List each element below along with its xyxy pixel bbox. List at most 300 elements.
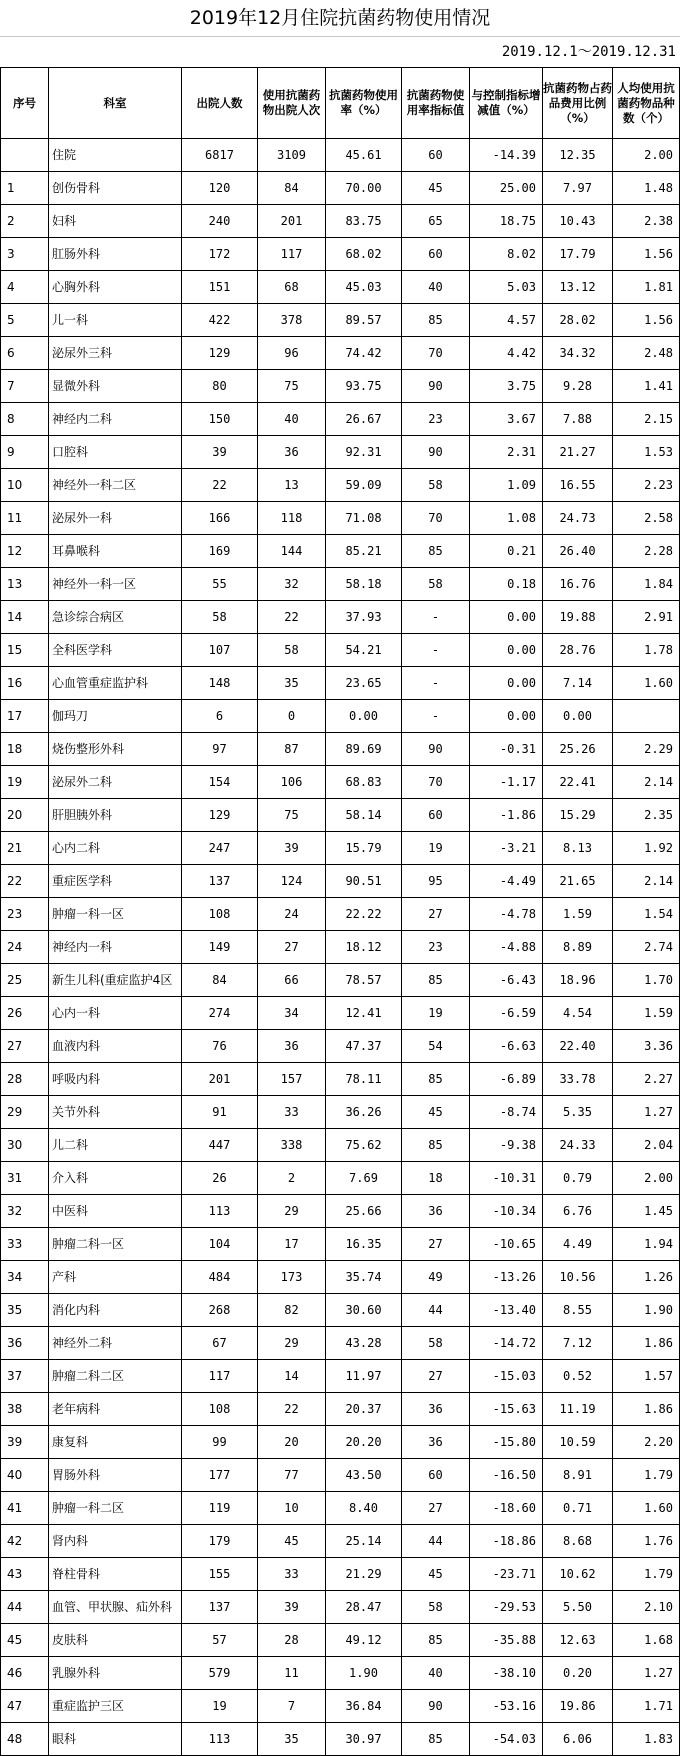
cell-department: 脊柱骨科: [49, 1558, 182, 1591]
cell-antibiotic-patients: 378: [258, 304, 326, 337]
cell-usage-rate: 36.84: [326, 1690, 402, 1723]
cell-usage-rate: 74.42: [326, 337, 402, 370]
cell-difference: -13.26: [470, 1261, 543, 1294]
cell-seq: 28: [1, 1063, 49, 1096]
cell-seq: 24: [1, 931, 49, 964]
cell-seq: 36: [1, 1327, 49, 1360]
cell-difference: -15.03: [470, 1360, 543, 1393]
cell-avg-varieties: 1.81: [613, 271, 680, 304]
cell-seq: 31: [1, 1162, 49, 1195]
cell-usage-rate: 49.12: [326, 1624, 402, 1657]
cell-department: 神经内二科: [49, 403, 182, 436]
cell-cost-ratio: 0.52: [543, 1360, 613, 1393]
cell-department: 神经内一科: [49, 931, 182, 964]
cell-seq: 34: [1, 1261, 49, 1294]
table-row: [1, 1657, 680, 1690]
header-difference: 与控制指标增减值（%）: [470, 68, 543, 139]
table-row: [1, 964, 680, 997]
cell-usage-rate: 83.75: [326, 205, 402, 238]
cell-cost-ratio: 16.55: [543, 469, 613, 502]
cell-usage-target: 58: [402, 568, 470, 601]
cell-seq: 23: [1, 898, 49, 931]
cell-usage-rate: 58.14: [326, 799, 402, 832]
cell-usage-target: 60: [402, 1459, 470, 1492]
cell-discharged: 57: [182, 1624, 258, 1657]
cell-discharged: 155: [182, 1558, 258, 1591]
cell-discharged: 149: [182, 931, 258, 964]
table-row: [1, 1294, 680, 1327]
cell-difference: 0.00: [470, 667, 543, 700]
cell-avg-varieties: 1.76: [613, 1525, 680, 1558]
cell-seq: 17: [1, 700, 49, 733]
cell-usage-target: 44: [402, 1525, 470, 1558]
cell-usage-target: 27: [402, 1228, 470, 1261]
header-seq: 序号: [1, 68, 49, 139]
cell-avg-varieties: 2.28: [613, 535, 680, 568]
cell-avg-varieties: 1.86: [613, 1393, 680, 1426]
cell-department: 耳鼻喉科: [49, 535, 182, 568]
cell-difference: -16.50: [470, 1459, 543, 1492]
cell-difference: 0.00: [470, 700, 543, 733]
cell-cost-ratio: 16.76: [543, 568, 613, 601]
cell-discharged: 120: [182, 172, 258, 205]
cell-cost-ratio: 21.65: [543, 865, 613, 898]
cell-difference: -9.38: [470, 1129, 543, 1162]
cell-department: 泌尿外三科: [49, 337, 182, 370]
cell-cost-ratio: 8.89: [543, 931, 613, 964]
table-row: [1, 1723, 680, 1756]
cell-antibiotic-patients: 75: [258, 799, 326, 832]
cell-discharged: 97: [182, 733, 258, 766]
cell-avg-varieties: 1.45: [613, 1195, 680, 1228]
cell-cost-ratio: 7.12: [543, 1327, 613, 1360]
cell-seq: 1: [1, 172, 49, 205]
cell-antibiotic-patients: 157: [258, 1063, 326, 1096]
cell-difference: 5.03: [470, 271, 543, 304]
cell-difference: -15.63: [470, 1393, 543, 1426]
cell-usage-rate: 68.83: [326, 766, 402, 799]
table-row: [1, 1327, 680, 1360]
cell-cost-ratio: 1.59: [543, 898, 613, 931]
table-body: [1, 139, 680, 1756]
cell-seq: 42: [1, 1525, 49, 1558]
cell-usage-target: 40: [402, 271, 470, 304]
cell-avg-varieties: 2.38: [613, 205, 680, 238]
cell-cost-ratio: 26.40: [543, 535, 613, 568]
cell-cost-ratio: 21.27: [543, 436, 613, 469]
cell-usage-target: 60: [402, 799, 470, 832]
cell-avg-varieties: 2.29: [613, 733, 680, 766]
cell-avg-varieties: 2.91: [613, 601, 680, 634]
cell-difference: -8.74: [470, 1096, 543, 1129]
header-usage-target: 抗菌药物使用率指标值: [402, 68, 470, 139]
cell-discharged: 484: [182, 1261, 258, 1294]
cell-discharged: 201: [182, 1063, 258, 1096]
cell-cost-ratio: 12.35: [543, 139, 613, 172]
cell-difference: 18.75: [470, 205, 543, 238]
cell-usage-target: 27: [402, 1492, 470, 1525]
cell-antibiotic-patients: 2: [258, 1162, 326, 1195]
cell-cost-ratio: 7.88: [543, 403, 613, 436]
header-cost-ratio: 抗菌药物占药品费用比例（%）: [543, 68, 613, 139]
table-row: [1, 1690, 680, 1723]
cell-avg-varieties: 1.26: [613, 1261, 680, 1294]
cell-discharged: 22: [182, 469, 258, 502]
cell-antibiotic-patients: 39: [258, 832, 326, 865]
table-row: [1, 1558, 680, 1591]
antibiotic-usage-table: [0, 67, 680, 1756]
cell-difference: -10.34: [470, 1195, 543, 1228]
cell-difference: -0.31: [470, 733, 543, 766]
cell-antibiotic-patients: 75: [258, 370, 326, 403]
cell-usage-target: 58: [402, 469, 470, 502]
cell-department: 全科医学科: [49, 634, 182, 667]
cell-usage-rate: 35.74: [326, 1261, 402, 1294]
cell-avg-varieties: 2.14: [613, 766, 680, 799]
cell-discharged: 151: [182, 271, 258, 304]
cell-department: 肿瘤二科一区: [49, 1228, 182, 1261]
table-row: [1, 1393, 680, 1426]
cell-department: 胃肠外科: [49, 1459, 182, 1492]
table-row: [1, 370, 680, 403]
table-row: [1, 469, 680, 502]
cell-usage-target: 36: [402, 1393, 470, 1426]
cell-seq: 45: [1, 1624, 49, 1657]
cell-discharged: 247: [182, 832, 258, 865]
cell-usage-rate: 16.35: [326, 1228, 402, 1261]
cell-usage-target: 58: [402, 1591, 470, 1624]
cell-difference: -4.78: [470, 898, 543, 931]
cell-antibiotic-patients: 29: [258, 1195, 326, 1228]
cell-antibiotic-patients: 39: [258, 1591, 326, 1624]
cell-usage-rate: 36.26: [326, 1096, 402, 1129]
cell-seq: 19: [1, 766, 49, 799]
cell-cost-ratio: 7.14: [543, 667, 613, 700]
cell-cost-ratio: 7.97: [543, 172, 613, 205]
cell-antibiotic-patients: 45: [258, 1525, 326, 1558]
cell-cost-ratio: 10.62: [543, 1558, 613, 1591]
cell-usage-rate: 45.03: [326, 271, 402, 304]
cell-avg-varieties: 2.10: [613, 1591, 680, 1624]
cell-cost-ratio: 12.63: [543, 1624, 613, 1657]
cell-seq: 20: [1, 799, 49, 832]
cell-usage-target: -: [402, 700, 470, 733]
cell-avg-varieties: 1.79: [613, 1459, 680, 1492]
cell-avg-varieties: 1.53: [613, 436, 680, 469]
cell-antibiotic-patients: 96: [258, 337, 326, 370]
cell-avg-varieties: 1.94: [613, 1228, 680, 1261]
cell-department: 乳腺外科: [49, 1657, 182, 1690]
cell-usage-rate: 47.37: [326, 1030, 402, 1063]
cell-department: 心内二科: [49, 832, 182, 865]
cell-department: 创伤骨科: [49, 172, 182, 205]
table-row: [1, 1459, 680, 1492]
cell-usage-target: 40: [402, 1657, 470, 1690]
cell-antibiotic-patients: 87: [258, 733, 326, 766]
cell-cost-ratio: 22.41: [543, 766, 613, 799]
cell-department: 眼科: [49, 1723, 182, 1756]
cell-usage-rate: 1.90: [326, 1657, 402, 1690]
table-row: [1, 1030, 680, 1063]
cell-usage-target: 45: [402, 1096, 470, 1129]
cell-discharged: 268: [182, 1294, 258, 1327]
report-title: 2019年12月住院抗菌药物使用情况: [0, 0, 680, 37]
cell-difference: 0.18: [470, 568, 543, 601]
cell-usage-rate: 21.29: [326, 1558, 402, 1591]
cell-usage-target: 85: [402, 1723, 470, 1756]
cell-antibiotic-patients: 66: [258, 964, 326, 997]
cell-usage-rate: 70.00: [326, 172, 402, 205]
cell-avg-varieties: 1.71: [613, 1690, 680, 1723]
cell-antibiotic-patients: 10: [258, 1492, 326, 1525]
cell-discharged: 166: [182, 502, 258, 535]
cell-difference: 8.02: [470, 238, 543, 271]
cell-department: 泌尿外一科: [49, 502, 182, 535]
cell-usage-target: 85: [402, 1624, 470, 1657]
cell-discharged: 129: [182, 337, 258, 370]
cell-antibiotic-patients: 36: [258, 436, 326, 469]
cell-seq: 12: [1, 535, 49, 568]
cell-usage-target: 60: [402, 139, 470, 172]
cell-discharged: 80: [182, 370, 258, 403]
cell-usage-rate: 20.20: [326, 1426, 402, 1459]
table-row: [1, 1228, 680, 1261]
table-row: [1, 898, 680, 931]
cell-seq: 10: [1, 469, 49, 502]
cell-difference: -14.39: [470, 139, 543, 172]
cell-usage-rate: 68.02: [326, 238, 402, 271]
cell-usage-rate: 11.97: [326, 1360, 402, 1393]
table-row: [1, 1624, 680, 1657]
cell-seq: 25: [1, 964, 49, 997]
cell-discharged: 58: [182, 601, 258, 634]
cell-department: 肿瘤二科二区: [49, 1360, 182, 1393]
cell-antibiotic-patients: 32: [258, 568, 326, 601]
cell-usage-target: 49: [402, 1261, 470, 1294]
cell-antibiotic-patients: 338: [258, 1129, 326, 1162]
cell-discharged: 150: [182, 403, 258, 436]
cell-difference: -35.88: [470, 1624, 543, 1657]
cell-avg-varieties: 2.04: [613, 1129, 680, 1162]
cell-usage-rate: 30.97: [326, 1723, 402, 1756]
cell-seq: 40: [1, 1459, 49, 1492]
cell-cost-ratio: 5.50: [543, 1591, 613, 1624]
cell-cost-ratio: 15.29: [543, 799, 613, 832]
table-row: [1, 601, 680, 634]
cell-antibiotic-patients: 68: [258, 271, 326, 304]
cell-discharged: 148: [182, 667, 258, 700]
cell-difference: -14.72: [470, 1327, 543, 1360]
table-row: [1, 139, 680, 172]
cell-usage-target: 85: [402, 304, 470, 337]
cell-seq: 35: [1, 1294, 49, 1327]
cell-usage-target: 60: [402, 238, 470, 271]
cell-antibiotic-patients: 29: [258, 1327, 326, 1360]
table-row: [1, 667, 680, 700]
cell-avg-varieties: 1.57: [613, 1360, 680, 1393]
table-row: [1, 1525, 680, 1558]
cell-seq: 5: [1, 304, 49, 337]
cell-seq: 14: [1, 601, 49, 634]
cell-discharged: 274: [182, 997, 258, 1030]
cell-difference: 25.00: [470, 172, 543, 205]
cell-discharged: 6817: [182, 139, 258, 172]
table-row: [1, 1129, 680, 1162]
cell-antibiotic-patients: 27: [258, 931, 326, 964]
cell-seq: 7: [1, 370, 49, 403]
cell-department: 关节外科: [49, 1096, 182, 1129]
cell-usage-rate: 58.18: [326, 568, 402, 601]
table-row: [1, 799, 680, 832]
table-row: [1, 931, 680, 964]
cell-discharged: 91: [182, 1096, 258, 1129]
table-row: [1, 1261, 680, 1294]
table-row: [1, 1591, 680, 1624]
table-row: [1, 1492, 680, 1525]
cell-discharged: 6: [182, 700, 258, 733]
cell-seq: 27: [1, 1030, 49, 1063]
cell-usage-target: 27: [402, 1360, 470, 1393]
cell-department: 血管、甲状腺、疝外科: [49, 1591, 182, 1624]
cell-seq: 11: [1, 502, 49, 535]
cell-seq: 46: [1, 1657, 49, 1690]
cell-department: 肿瘤一科二区: [49, 1492, 182, 1525]
cell-discharged: 108: [182, 1393, 258, 1426]
cell-usage-target: 36: [402, 1195, 470, 1228]
cell-seq: 16: [1, 667, 49, 700]
cell-usage-rate: 26.67: [326, 403, 402, 436]
cell-department: 肝胆胰外科: [49, 799, 182, 832]
cell-difference: 1.08: [470, 502, 543, 535]
cell-avg-varieties: 2.35: [613, 799, 680, 832]
cell-antibiotic-patients: 106: [258, 766, 326, 799]
cell-cost-ratio: 10.56: [543, 1261, 613, 1294]
cell-avg-varieties: [613, 700, 680, 733]
cell-antibiotic-patients: 3109: [258, 139, 326, 172]
cell-department: 康复科: [49, 1426, 182, 1459]
cell-difference: -15.80: [470, 1426, 543, 1459]
cell-usage-rate: 78.11: [326, 1063, 402, 1096]
cell-usage-target: 27: [402, 898, 470, 931]
cell-department: 心血管重症监护科: [49, 667, 182, 700]
cell-discharged: 39: [182, 436, 258, 469]
cell-difference: -54.03: [470, 1723, 543, 1756]
cell-antibiotic-patients: 17: [258, 1228, 326, 1261]
cell-avg-varieties: 1.27: [613, 1657, 680, 1690]
cell-avg-varieties: 2.48: [613, 337, 680, 370]
cell-usage-rate: 85.21: [326, 535, 402, 568]
table-row: [1, 766, 680, 799]
cell-discharged: 422: [182, 304, 258, 337]
cell-avg-varieties: 2.20: [613, 1426, 680, 1459]
cell-usage-rate: 54.21: [326, 634, 402, 667]
cell-difference: 4.57: [470, 304, 543, 337]
cell-avg-varieties: 2.15: [613, 403, 680, 436]
cell-cost-ratio: 10.59: [543, 1426, 613, 1459]
cell-difference: 3.67: [470, 403, 543, 436]
cell-difference: -4.88: [470, 931, 543, 964]
cell-discharged: 129: [182, 799, 258, 832]
header-discharged: 出院人数: [182, 68, 258, 139]
cell-avg-varieties: 1.60: [613, 667, 680, 700]
cell-department: 消化内科: [49, 1294, 182, 1327]
cell-usage-rate: 43.50: [326, 1459, 402, 1492]
cell-discharged: 240: [182, 205, 258, 238]
cell-usage-target: 85: [402, 964, 470, 997]
cell-antibiotic-patients: 40: [258, 403, 326, 436]
cell-difference: -1.86: [470, 799, 543, 832]
cell-avg-varieties: 3.36: [613, 1030, 680, 1063]
cell-usage-target: 70: [402, 337, 470, 370]
cell-avg-varieties: 2.27: [613, 1063, 680, 1096]
cell-antibiotic-patients: 22: [258, 1393, 326, 1426]
table-row: [1, 271, 680, 304]
cell-seq: 47: [1, 1690, 49, 1723]
cell-cost-ratio: 11.19: [543, 1393, 613, 1426]
header-avg-varieties: 人均使用抗菌药物品种数（个）: [613, 68, 680, 139]
cell-seq: 21: [1, 832, 49, 865]
cell-discharged: 55: [182, 568, 258, 601]
cell-usage-rate: 15.79: [326, 832, 402, 865]
table-row: [1, 700, 680, 733]
cell-antibiotic-patients: 14: [258, 1360, 326, 1393]
cell-usage-target: 45: [402, 1558, 470, 1591]
cell-department: 中医科: [49, 1195, 182, 1228]
cell-usage-target: 95: [402, 865, 470, 898]
cell-usage-target: 54: [402, 1030, 470, 1063]
table-row: [1, 337, 680, 370]
cell-usage-target: 90: [402, 733, 470, 766]
cell-discharged: 104: [182, 1228, 258, 1261]
date-range: 2019.12.1～2019.12.31: [501, 44, 676, 60]
cell-cost-ratio: 24.73: [543, 502, 613, 535]
cell-avg-varieties: 1.86: [613, 1327, 680, 1360]
table-row: [1, 568, 680, 601]
cell-seq: 39: [1, 1426, 49, 1459]
cell-seq: 43: [1, 1558, 49, 1591]
cell-difference: -1.17: [470, 766, 543, 799]
cell-usage-rate: 28.47: [326, 1591, 402, 1624]
cell-discharged: 172: [182, 238, 258, 271]
cell-usage-target: 18: [402, 1162, 470, 1195]
table-row: [1, 865, 680, 898]
cell-usage-rate: 20.37: [326, 1393, 402, 1426]
cell-avg-varieties: 2.14: [613, 865, 680, 898]
cell-avg-varieties: 1.41: [613, 370, 680, 403]
cell-usage-rate: 18.12: [326, 931, 402, 964]
cell-department: 神经外一科一区: [49, 568, 182, 601]
cell-cost-ratio: 19.86: [543, 1690, 613, 1723]
table-row: [1, 238, 680, 271]
cell-cost-ratio: 34.32: [543, 337, 613, 370]
cell-seq: 41: [1, 1492, 49, 1525]
cell-usage-rate: 93.75: [326, 370, 402, 403]
cell-avg-varieties: 1.54: [613, 898, 680, 931]
cell-cost-ratio: 4.49: [543, 1228, 613, 1261]
cell-difference: -6.89: [470, 1063, 543, 1096]
cell-cost-ratio: 9.28: [543, 370, 613, 403]
cell-seq: [1, 139, 49, 172]
cell-seq: 4: [1, 271, 49, 304]
cell-seq: 26: [1, 997, 49, 1030]
cell-difference: 3.75: [470, 370, 543, 403]
cell-usage-target: 23: [402, 931, 470, 964]
cell-department: 口腔科: [49, 436, 182, 469]
cell-department: 产科: [49, 1261, 182, 1294]
table-row: [1, 1360, 680, 1393]
cell-usage-rate: 75.62: [326, 1129, 402, 1162]
cell-usage-target: 90: [402, 370, 470, 403]
